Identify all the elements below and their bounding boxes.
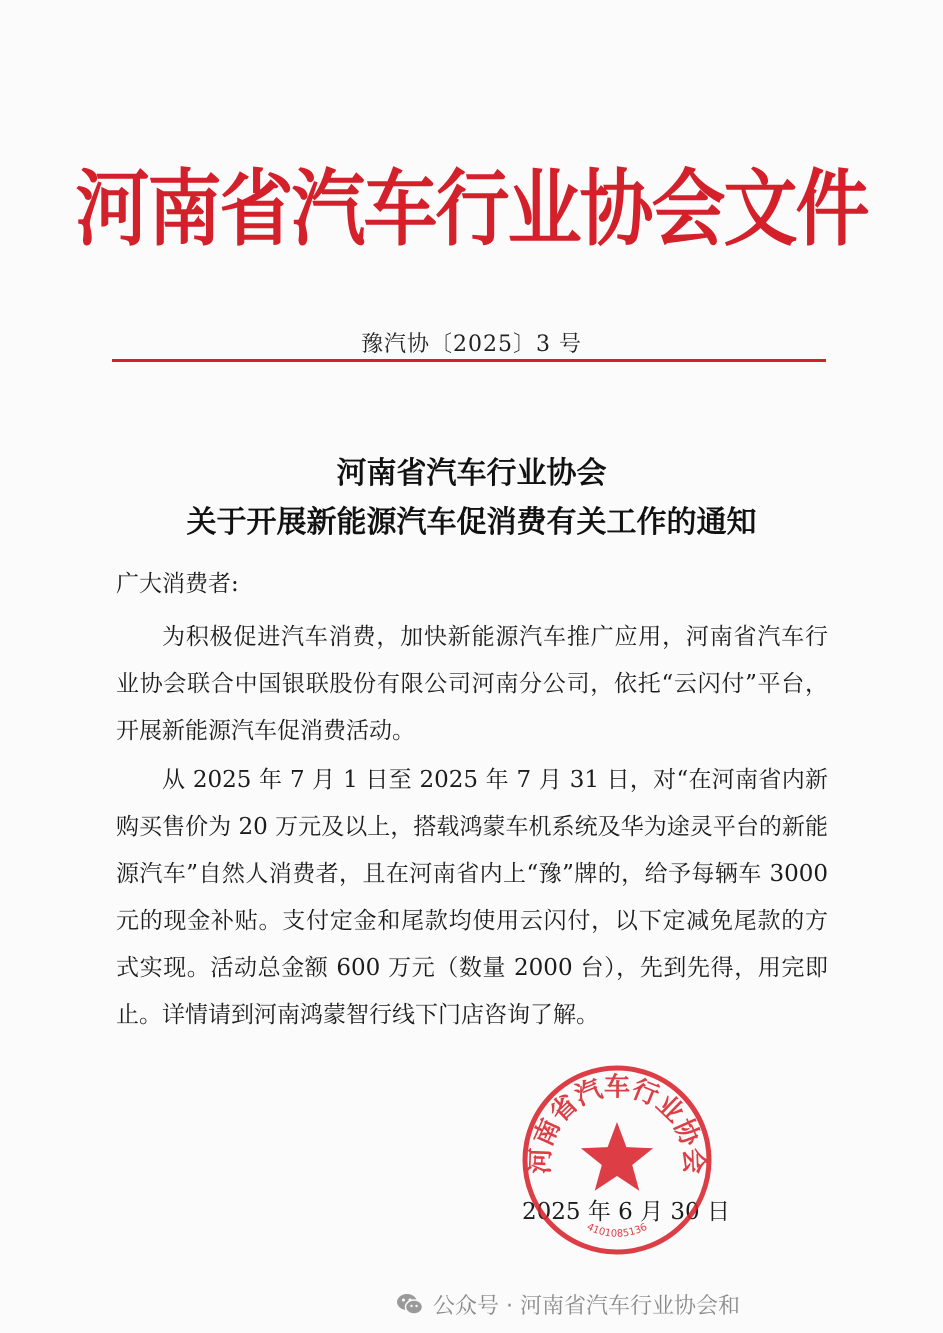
notice-title-line1: 河南省汽车行业协会 — [336, 456, 607, 491]
watermark — [395, 1284, 740, 1324]
notice-title-line2: 关于开展新能源汽车促消费有关工作的通知 — [186, 505, 757, 540]
seal-code-text: 4101085136 — [584, 1221, 650, 1240]
body-paragraph-2: 从 2025 年 7 月 1 日至 2025 年 7 月 31 日，对“在河南省内新购买售价为 20 万元及以上，搭载鸿蒙车机系统及华为途灵平台的新能源汽车”自然人消费者，且在河南省内上“豫”牌的，给予每辆车 3000 元的现金补贴。支付定金和尾款均使用云闪付，以下定减免尾款的方式实现。活动总金额 600 万元（数量 2000 台），先到先得，用完即止。详情请到河南鸿蒙智行线下门店咨询了解。 — [116, 767, 828, 1028]
salutation: 广大消费者: — [116, 571, 239, 597]
document-header-title: 河南省汽车行业协会文件 — [75, 161, 868, 258]
issue-date: 2025 年 6 月 30 日 — [522, 1199, 730, 1225]
official-seal — [517, 1060, 717, 1260]
seal-arc-text: 河南省汽车行业协会 — [525, 1072, 709, 1175]
red-divider — [112, 359, 826, 362]
seal-star-icon — [581, 1122, 653, 1191]
body-paragraph-1: 为积极促进汽车消费，加快新能源汽车推广应用，河南省汽车行业协会联合中国银联股份有限公司河南分公司，依托“云闪付”平台，开展新能源汽车促消费活动。 — [116, 624, 828, 744]
watermark-text: 公众号 · 河南省汽车行业协会和 — [433, 1293, 740, 1319]
document-number: 豫汽协〔2025〕3 号 — [361, 332, 582, 357]
wechat-icon — [395, 1289, 425, 1319]
